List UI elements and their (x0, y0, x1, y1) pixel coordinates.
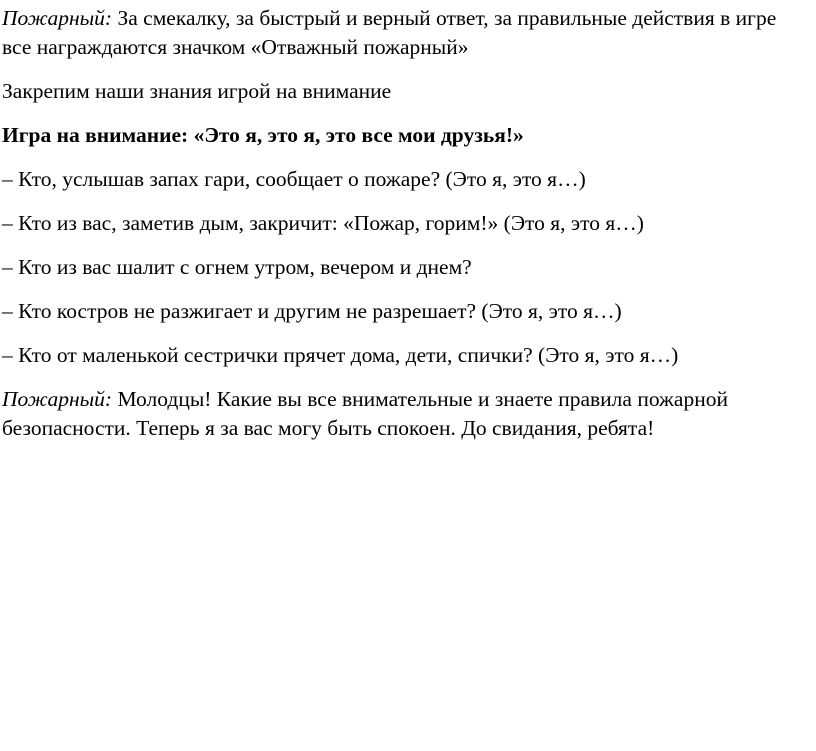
question-line-3 (2, 253, 810, 282)
question-line-4 (2, 297, 810, 326)
paragraph-text: Закрепим наши знания игрой на внимание (2, 79, 392, 103)
paragraph-intro-game (2, 77, 810, 106)
paragraph-farewell (2, 385, 810, 443)
paragraph-text: – Кто от маленькой сестрички прячет дома, дети, спички? (Это я, это я…) (2, 343, 679, 367)
paragraph-text: За смекалку, за быстрый и верный ответ, за правильные действия в игре все награждаются значком «Отважный пожарный» (2, 6, 777, 59)
paragraph-award (2, 4, 810, 62)
question-line-2 (2, 209, 810, 238)
paragraph-text: – Кто костров не разжигает и другим не разрешает? (Это я, это я…) (2, 299, 622, 323)
paragraph-text: Игра на внимание: «Это я, это я, это все мои друзья!» (2, 123, 524, 147)
document-body (2, 4, 810, 458)
paragraph-text: – Кто, услышав запах гари, сообщает о пожаре? (Это я, это я…) (2, 167, 586, 191)
paragraph-text: Молодцы! Какие вы все внимательные и знаете правила пожарной безопасности. Теперь я за вас могу быть спокоен. До свидания, ребята! (2, 387, 728, 440)
question-line-1 (2, 165, 810, 194)
game-title (2, 121, 810, 150)
paragraph-text: – Кто из вас шалит с огнем утром, вечером и днем? (2, 255, 472, 279)
speaker-label: Пожарный: (2, 387, 113, 411)
question-line-5 (2, 341, 810, 370)
speaker-label: Пожарный: (2, 6, 113, 30)
paragraph-text: – Кто из вас, заметив дым, закричит: «Пожар, горим!» (Это я, это я…) (2, 211, 644, 235)
